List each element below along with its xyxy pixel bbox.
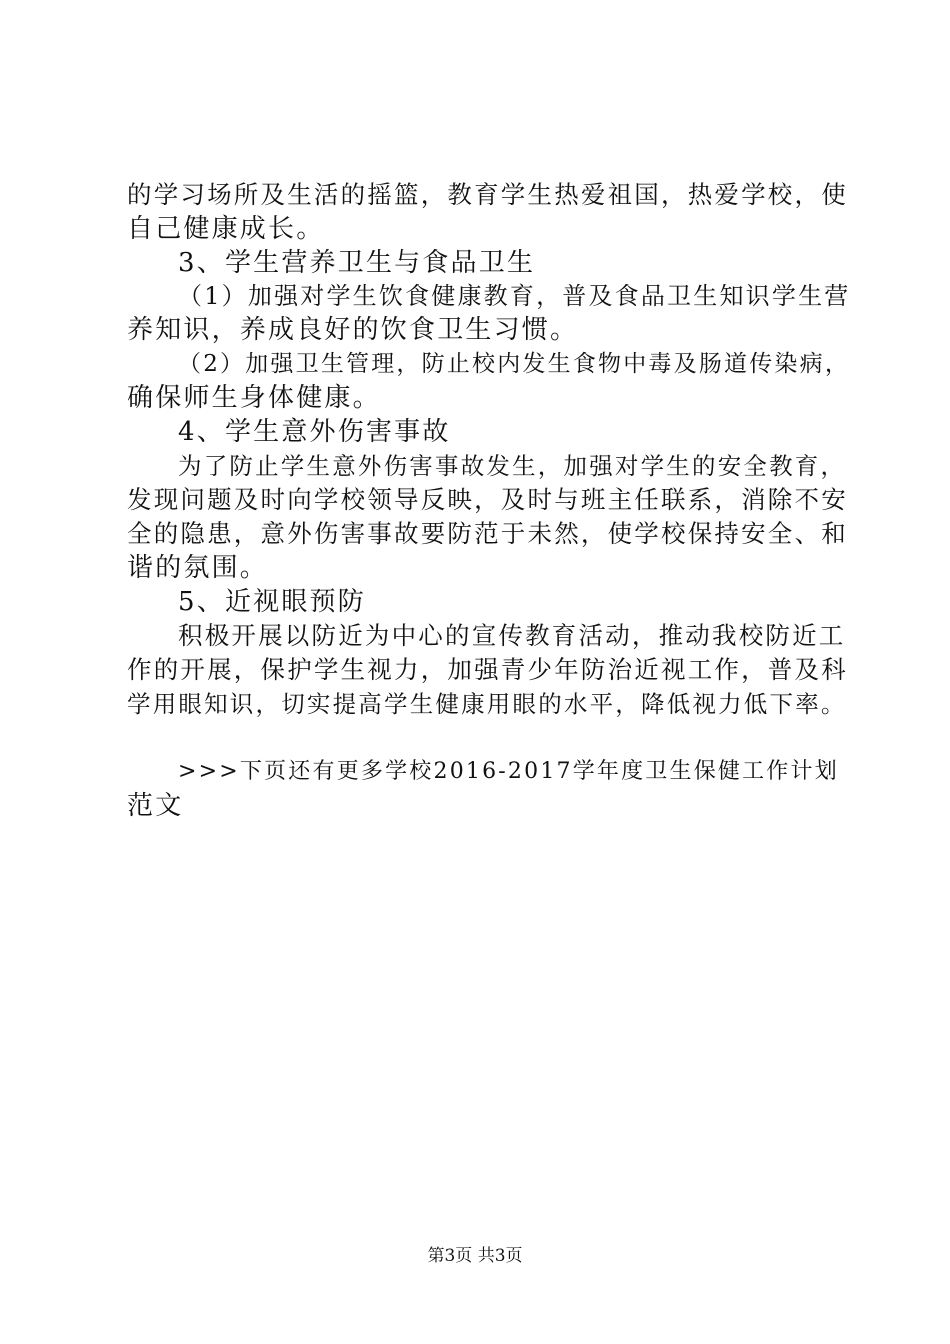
body-text-line: 确保师生身体健康。	[127, 383, 381, 413]
body-text-line: 作的开展，保护学生视力，加强青少年防治近视工作，普及科	[127, 655, 848, 684]
section-heading: 3、学生营养卫生与食品卫生	[178, 248, 536, 278]
body-text-line: 养知识，养成良好的饮食卫生习惯。	[127, 315, 579, 345]
body-text-line: （2）加强卫生管理，防止校内发生食物中毒及肠道传染病，	[178, 351, 851, 377]
more-content-link-continuation[interactable]: 范文	[127, 791, 184, 821]
body-text-line: 积极开展以防近为中心的宣传教育活动，推动我校防近工	[178, 621, 846, 650]
body-text-line: 全的隐患，意外伤害事故要防范于未然，使学校保持安全、和	[127, 519, 848, 548]
body-text-line: 的学习场所及生活的摇篮，教育学生热爱祖国，热爱学校，使	[127, 180, 848, 209]
body-text-line: 为了防止学生意外伤害事故发生，加强对学生的安全教育，	[178, 452, 847, 480]
body-text-line: 谐的氛围。	[127, 553, 269, 583]
section-heading: 5、近视眼预防	[178, 587, 366, 617]
body-text-line: 学用眼知识，切实提高学生健康用眼的水平，降低视力低下率。	[127, 690, 847, 718]
more-content-link[interactable]: >>>下页还有更多学校2016-2017学年度卫生保健工作计划	[178, 759, 839, 784]
section-heading: 4、学生意外伤害事故	[178, 417, 451, 447]
page-number-footer: 第3页 共3页	[427, 1246, 523, 1266]
body-text-line: 发现问题及时向学校领导反映，及时与班主任联系，消除不安	[127, 485, 848, 514]
body-text-line: （1）加强对学生饮食健康教育，普及食品卫生知识学生营	[178, 282, 851, 310]
body-text-line: 自己健康成长。	[127, 214, 325, 244]
